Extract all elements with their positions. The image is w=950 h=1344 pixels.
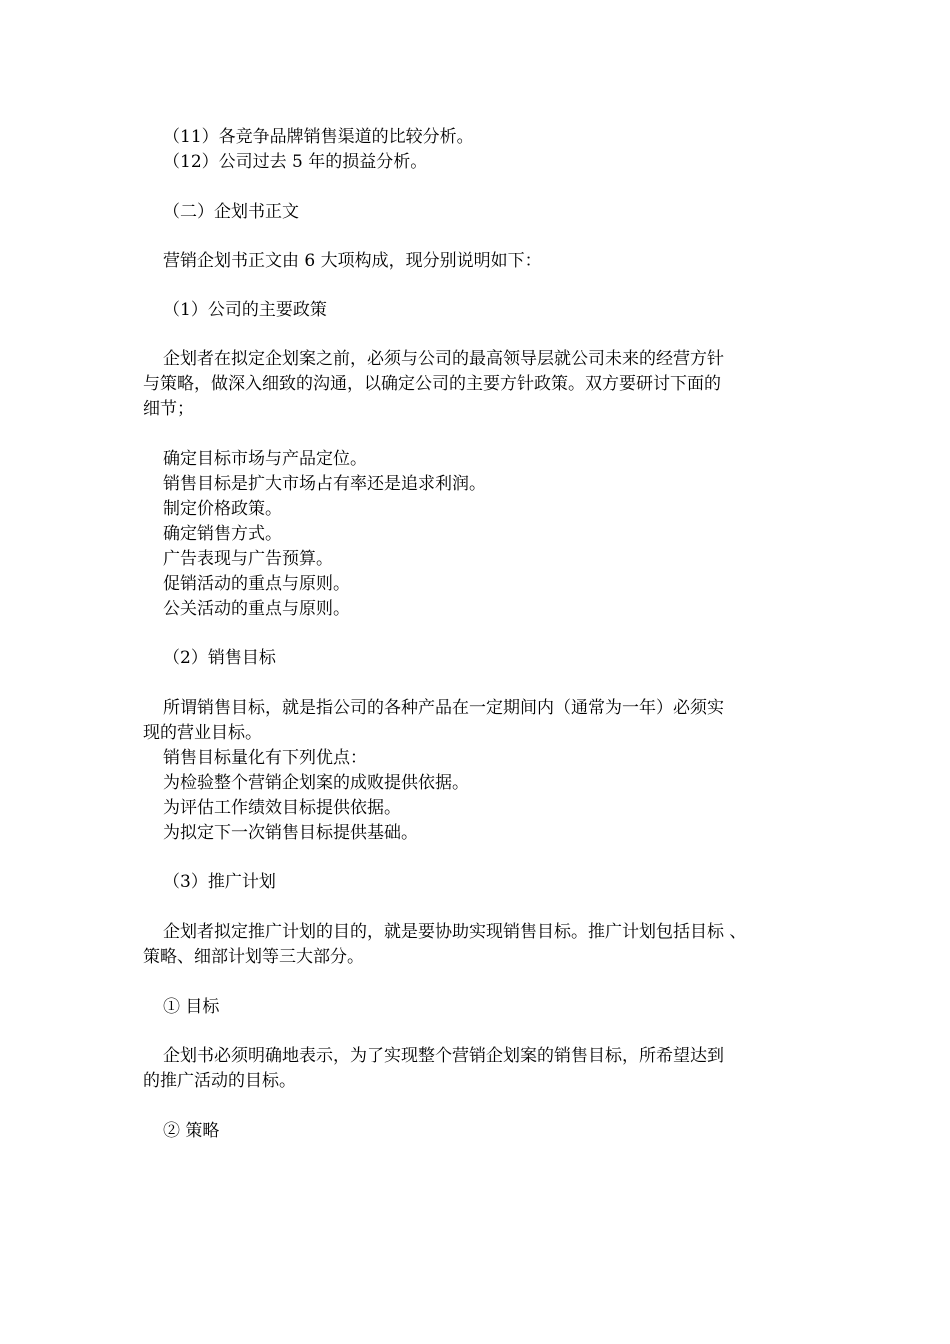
paragraph-policy-line-1: 企划者在拟定企划案之前，必须与公司的最高领导层就公司未来的经营方针 <box>163 349 724 369</box>
paragraph-intro: 营销企划书正文由 6 大项构成，现分别说明如下： <box>163 251 542 271</box>
paragraph-goal-line-1: 企划书必须明确地表示，为了实现整个营销企划案的销售目标，所希望达到 <box>163 1046 724 1066</box>
list-line-12: （12）公司过去 5 年的损益分析。 <box>163 152 428 172</box>
advantage-item: 为检验整个营销企划案的成败提供依据。 <box>163 773 469 793</box>
paragraph-sales-advantages: 销售目标量化有下列优点： <box>163 748 367 768</box>
paragraph-sales-line-2: 现的营业目标。 <box>143 723 262 743</box>
policy-item: 促销活动的重点与原则。 <box>163 574 350 594</box>
paragraph-promotion-line-1: 企划者拟定推广计划的目的，就是要协助实现销售目标。推广计划包括目标 、 <box>163 922 747 942</box>
policy-item: 广告表现与广告预算。 <box>163 549 333 569</box>
section-heading-main-text: （二）企划书正文 <box>163 202 299 222</box>
paragraph-policy-line-3: 细节； <box>143 399 194 419</box>
subheading-promotion-plan: （3）推广计划 <box>163 872 276 892</box>
list-line-11: （11）各竞争品牌销售渠道的比较分析。 <box>163 127 474 147</box>
policy-item: 公关活动的重点与原则。 <box>163 599 350 619</box>
subheading-strategy: ② 策略 <box>163 1121 220 1141</box>
paragraph-sales-line-1: 所谓销售目标，就是指公司的各种产品在一定期间内（通常为一年）必须实 <box>163 698 724 718</box>
paragraph-policy-line-2: 与策略，做深入细致的沟通，以确定公司的主要方针政策。双方要研讨下面的 <box>143 374 721 394</box>
subheading-main-policy: （1）公司的主要政策 <box>163 300 327 320</box>
policy-item: 销售目标是扩大市场占有率还是追求利润。 <box>163 474 486 494</box>
policy-item: 制定价格政策。 <box>163 499 282 519</box>
paragraph-promotion-line-2: 策略、细部计划等三大部分。 <box>143 947 364 967</box>
advantage-item: 为拟定下一次销售目标提供基础。 <box>163 823 418 843</box>
subheading-sales-target: （2）销售目标 <box>163 648 276 668</box>
subheading-goal: ① 目标 <box>163 997 220 1017</box>
paragraph-goal-line-2: 的推广活动的目标。 <box>143 1071 296 1091</box>
advantage-item: 为评估工作绩效目标提供依据。 <box>163 798 401 818</box>
policy-item: 确定销售方式。 <box>163 524 282 544</box>
policy-item: 确定目标市场与产品定位。 <box>163 449 367 469</box>
